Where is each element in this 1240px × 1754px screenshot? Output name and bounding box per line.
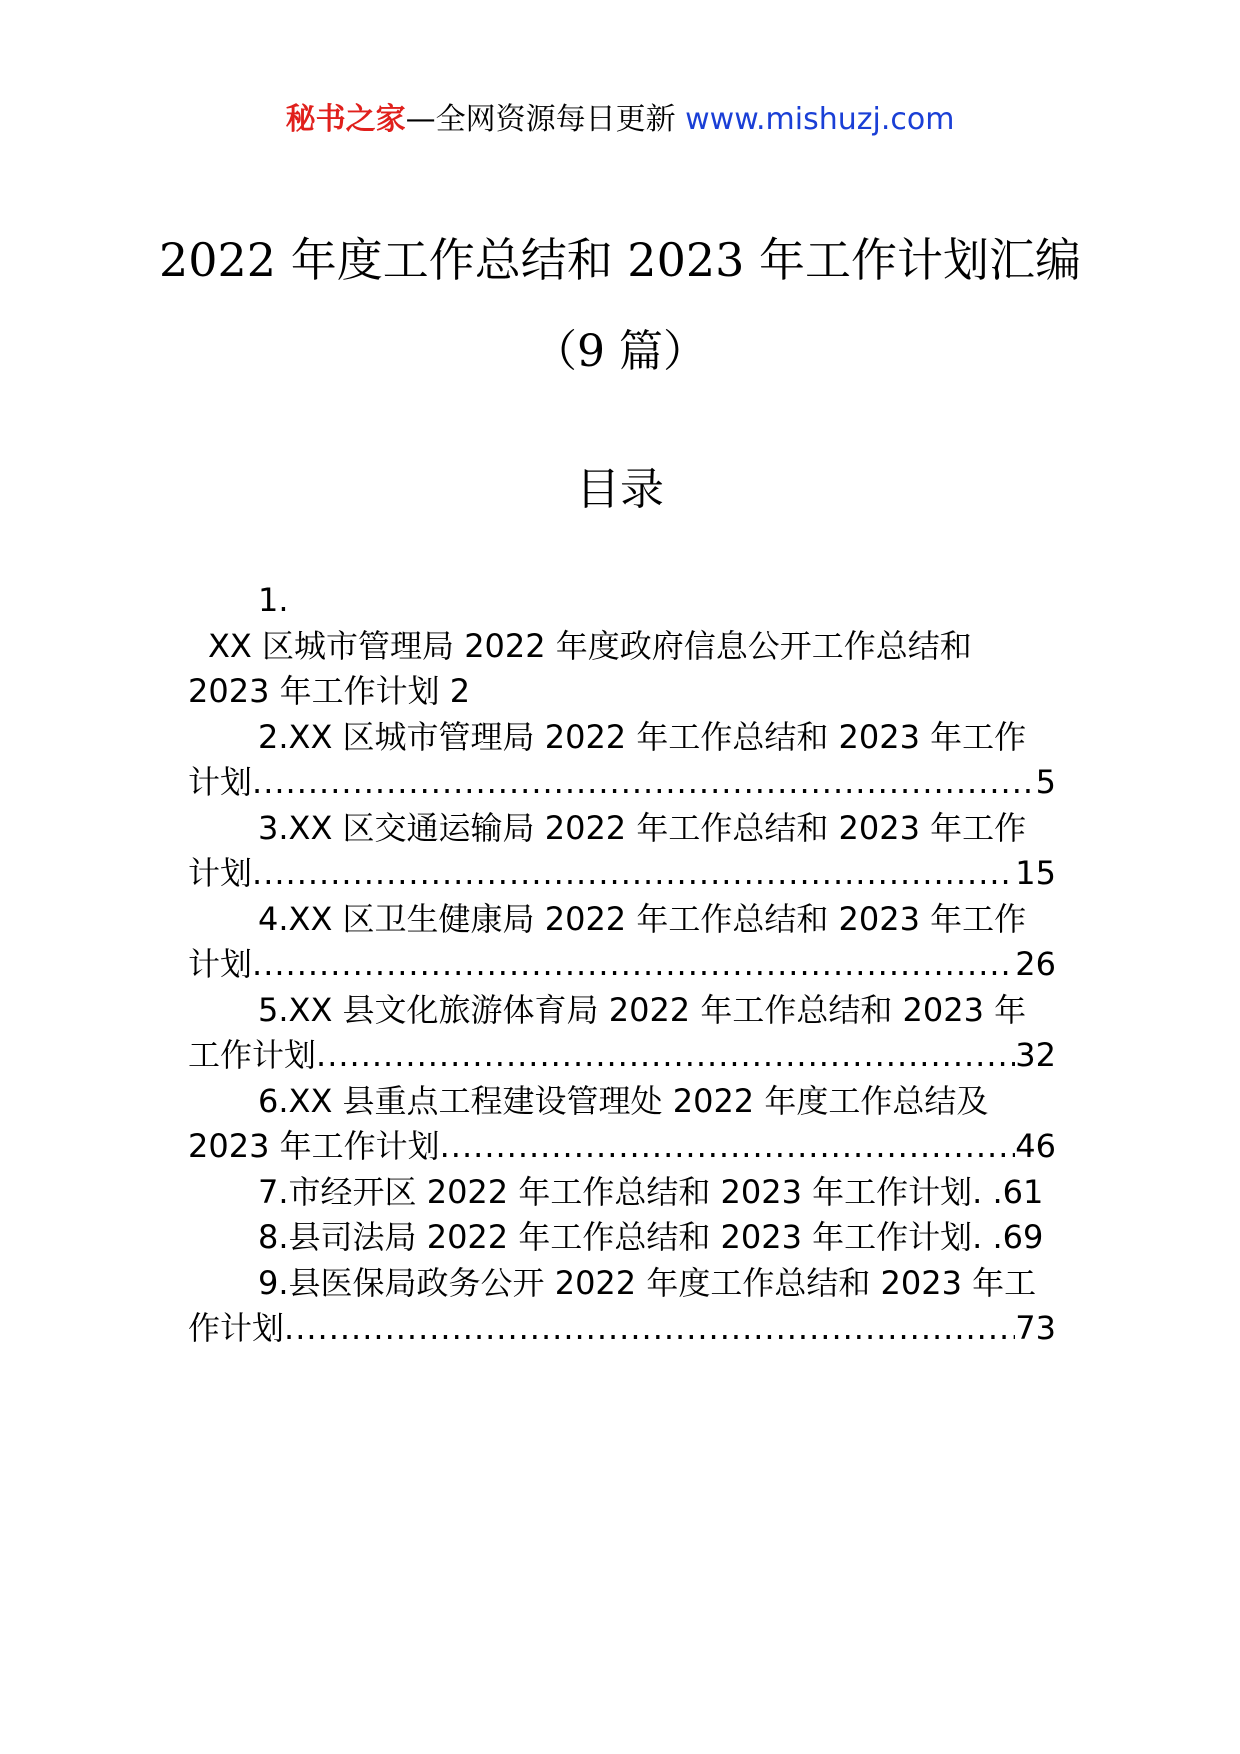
toc-leader-dots bbox=[252, 851, 1015, 897]
toc-entry-5-text: 工作计划 bbox=[188, 1036, 317, 1074]
toc-entry-2-text: 计划 bbox=[188, 763, 253, 801]
toc-entry-5-page: 32 bbox=[1015, 1036, 1056, 1074]
toc-entry-5-line1[interactable]: 5.XX 县文化旅游体育局 2022 年工作总结和 2023 年 bbox=[258, 990, 1027, 1029]
document-title: 2022 年度工作总结和 2023 年工作计划汇编 bbox=[159, 233, 1081, 287]
toc-heading: 目录 bbox=[576, 464, 664, 515]
toc-entry-2-page: 5 bbox=[1035, 763, 1056, 801]
toc-entry-4-line1[interactable]: 4.XX 区卫生健康局 2022 年工作总结和 2023 年工作 bbox=[258, 899, 1027, 938]
toc-entry-9-text: 作计划 bbox=[188, 1309, 285, 1347]
toc-entry-1-line1[interactable]: XX 区城市管理局 2022 年度政府信息公开工作总结和 bbox=[208, 626, 972, 665]
toc-leader-dots bbox=[316, 1033, 1015, 1079]
toc-entry-5-line2[interactable] bbox=[188, 1033, 1056, 1079]
toc-entry-3-line1[interactable]: 3.XX 区交通运输局 2022 年工作总结和 2023 年工作 bbox=[258, 808, 1027, 847]
toc-entry-1-line2[interactable]: 2023 年工作计划 2 bbox=[188, 672, 471, 710]
toc-entry-6-line2[interactable] bbox=[188, 1124, 1056, 1170]
toc-entry-3-text: 计划 bbox=[188, 854, 253, 892]
toc-leader-dots bbox=[440, 1124, 1016, 1170]
toc-entry-8-line1[interactable]: 8.县司法局 2022 年工作总结和 2023 年工作计划. .69 bbox=[258, 1218, 1044, 1256]
site-url-link[interactable]: www.mishuzj.com bbox=[685, 102, 955, 137]
site-header bbox=[0, 100, 1240, 140]
toc-entry-6-text: 2023 年工作计划 bbox=[188, 1127, 440, 1165]
toc-leader-dots bbox=[252, 760, 1036, 806]
toc-entry-4-text: 计划 bbox=[188, 945, 253, 983]
site-brand: 秘书之家 bbox=[285, 102, 406, 137]
toc-entry-4-page: 26 bbox=[1015, 945, 1056, 983]
toc-entry-9-line2[interactable] bbox=[188, 1306, 1056, 1352]
toc-entry-6-line1[interactable]: 6.XX 县重点工程建设管理处 2022 年度工作总结及 bbox=[258, 1081, 989, 1120]
table-of-contents bbox=[188, 578, 1056, 1352]
toc-leader-dots bbox=[284, 1306, 1015, 1352]
toc-leader-dots bbox=[252, 942, 1015, 988]
toc-entry-7-line1[interactable]: 7.市经开区 2022 年工作总结和 2023 年工作计划. .61 bbox=[258, 1172, 1044, 1211]
document-subtitle: （9 篇） bbox=[533, 326, 707, 377]
toc-entry-2-line2[interactable] bbox=[188, 760, 1056, 806]
toc-entry-6-page: 46 bbox=[1015, 1127, 1056, 1165]
toc-entry-3-line2[interactable] bbox=[188, 851, 1056, 897]
site-slogan: —全网资源每日更新 bbox=[405, 102, 686, 137]
toc-entry-1-number[interactable]: 1. bbox=[258, 581, 289, 619]
toc-entry-3-page: 15 bbox=[1015, 854, 1056, 892]
toc-entry-9-line1[interactable]: 9.县医保局政务公开 2022 年度工作总结和 2023 年工 bbox=[258, 1263, 1037, 1302]
toc-entry-9-page: 73 bbox=[1015, 1309, 1056, 1347]
toc-entry-4-line2[interactable] bbox=[188, 942, 1056, 988]
toc-entry-2-line1[interactable]: 2.XX 区城市管理局 2022 年工作总结和 2023 年工作 bbox=[258, 717, 1027, 756]
